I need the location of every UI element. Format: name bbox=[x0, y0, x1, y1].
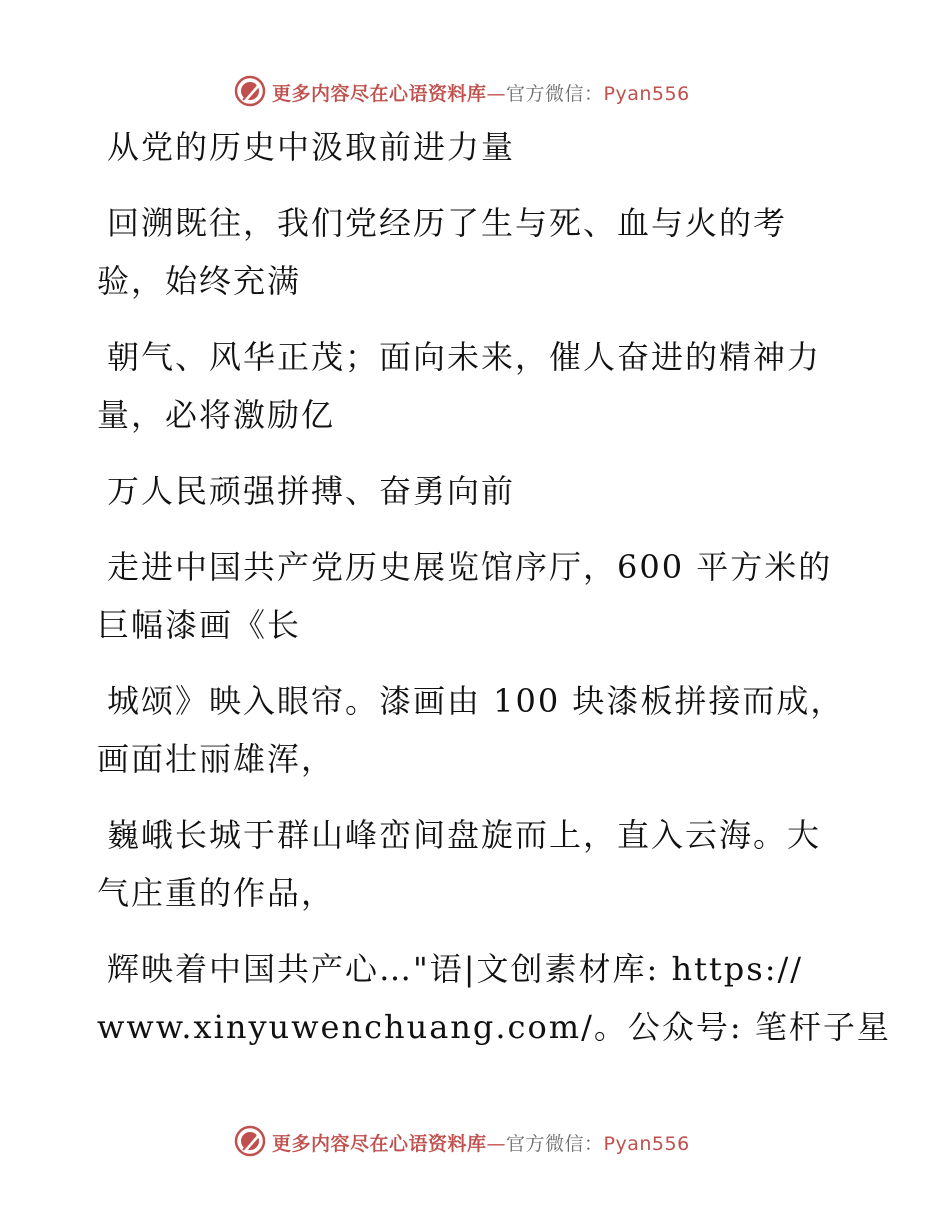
banner-text bbox=[272, 1129, 690, 1156]
header-banner bbox=[0, 70, 950, 110]
paragraph-line: 巍峨长城于群山峰峦间盘旋而上，直入云海。大 bbox=[107, 816, 822, 854]
paragraph-line: 朝气、风华正茂；面向未来，催人奋进的精神力 bbox=[107, 338, 822, 376]
paragraph-line: 画面壮丽雄浑， bbox=[97, 740, 336, 778]
banner-text bbox=[272, 79, 690, 106]
banner-separator: — bbox=[486, 83, 507, 105]
paragraph bbox=[97, 538, 837, 654]
paragraph bbox=[97, 194, 837, 310]
paragraph-line: 走进中国共产党历史展览馆序厅，600 平方米的 bbox=[107, 548, 833, 586]
banner-wechat-id: Pyan556 bbox=[603, 1133, 690, 1155]
document-body bbox=[97, 118, 891, 1056]
paragraph bbox=[97, 806, 837, 922]
footer-banner bbox=[0, 1120, 950, 1160]
paragraph-line: 气庄重的作品， bbox=[97, 874, 336, 912]
paragraph-line: 量，必将激励亿 bbox=[97, 396, 336, 434]
paragraph-line: www.xinyuwenchuang.com/。公众号: 笔杆子星 bbox=[97, 1008, 891, 1046]
banner-main-text: 更多内容尽在心语资料库 bbox=[272, 83, 487, 105]
paragraph-line: 回溯既往，我们党经历了生与死、血与火的考 bbox=[107, 204, 788, 242]
paragraph bbox=[97, 328, 837, 444]
banner-wechat-id: Pyan556 bbox=[603, 83, 690, 105]
paragraph-line: 巨幅漆画《长 bbox=[97, 606, 302, 644]
banner-main-text: 更多内容尽在心语资料库 bbox=[272, 1133, 487, 1155]
paragraph bbox=[97, 672, 845, 788]
banner-label: 官方微信： bbox=[506, 1133, 604, 1155]
paragraph bbox=[97, 462, 837, 520]
document-title: 从党的历史中汲取前进力量 bbox=[107, 128, 516, 166]
paragraph-line: 辉映着中国共产心…"语|文创素材库: https:// bbox=[107, 950, 804, 988]
paragraph-line: 万人民顽强拼搏、奋勇向前 bbox=[107, 472, 516, 510]
banner-separator: — bbox=[486, 1133, 507, 1155]
banner-label: 官方微信： bbox=[506, 83, 604, 105]
pen-logo-icon bbox=[233, 74, 267, 108]
paragraph bbox=[97, 940, 891, 1056]
pen-logo-icon bbox=[233, 1124, 267, 1158]
paragraph-line: 验，始终充满 bbox=[97, 262, 302, 300]
paragraph-line: 城颂》映入眼帘。漆画由 100 块漆板拼接而成， bbox=[107, 682, 845, 720]
